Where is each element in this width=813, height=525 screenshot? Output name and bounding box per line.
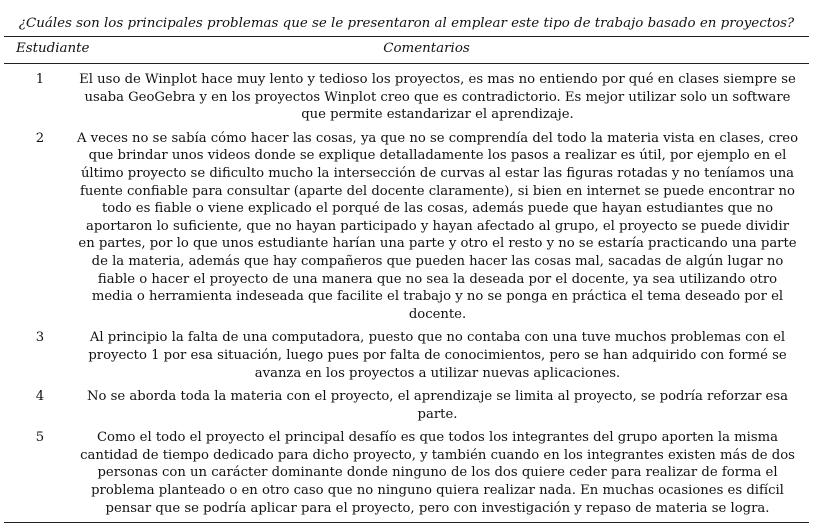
table-row — [4, 71, 809, 124]
student-number: 4 — [35, 389, 45, 405]
student-number: 5 — [35, 430, 45, 446]
table-row — [4, 329, 809, 382]
table-caption: ¿Cuáles son los principales problemas que se le presentaron al emplear este tipo de trabajo basado en proyectos? — [18, 16, 795, 31]
table-row — [4, 388, 809, 423]
student-number: 1 — [35, 72, 45, 87]
bottom-rule — [4, 522, 809, 523]
student-comment: Al principio la falta de una computadora, puesto que no contaba con una tuve muchos problemas con el proyecto 1 por esa situación, luego pues por falta de conocimientos, pero se han adquirido con formé se avanza en los proyectos a utilizar nuevas aplicaciones. — [88, 330, 787, 381]
table-header — [4, 37, 809, 63]
table-row — [4, 130, 809, 324]
student-comment: Como el todo el proyecto el principal desafío es que todos los integrantes del grupo aporten la misma cantidad de tiempo dedicado para dicho proyecto, y también cuando en los integrantes existen más de dos personas con un carácter dominante donde ninguno de los dos quiere ceder para realizar de forma el problema planteado o en otro caso que no ninguno quiera realizar nada. En muchas ocasiones es difícil pensar que se podría aplicar para el proyecto, pero con investigación y repaso de materia se logra. — [80, 430, 795, 516]
student-comment: El uso de Winplot hace muy lento y tedioso los proyectos, es mas no entiendo por qué en clases siempre se usaba GeoGebra y en los proyectos Winplot creo que es contradictorio. Es mejor utilizar solo un software que permite estandarizar el aprendizaje. — [79, 72, 796, 123]
table-body — [4, 64, 809, 517]
student-comment: No se aborda toda la materia con el proyecto, el aprendizaje se limita al proyecto, se podría reforzar esa parte. — [86, 389, 788, 422]
table-row — [4, 429, 809, 517]
header-comments: Comentarios — [383, 41, 470, 56]
student-number: 2 — [35, 130, 45, 146]
student-comment: A veces no se sabía cómo hacer las cosas, ya que no se comprendía del todo la materia vista en clases, creo que brindar unos videos donde se explique detalladamente los pasos a realizar es útil, por ejemplo en el último proyecto se dificulto mucho la intersección de curvas al estar las figuras rotadas y no teníamos una fuente confiable para consultar (aparte del docente claramente), si bien en internet se puede encontrar no todo es fiable o viene explicado el porqué de las cosas, además puede que hayan estudiantes que no aportaron lo suficiente, que no hayan participado y hayan afectado al grupo, el proyecto se puede dividir en partes, por lo que unos estudiante harían una parte y otro el resto y no se estaría practicando una parte de la materia, además que hay compañeros que pueden hacer las cosas mal, sacadas de algún lugar no fiable o hacer el proyecto de una manera que no sea la deseada por el docente, ya sea utilizando otro media o herramienta indeseada que facilite el trabajo y no se ponga en práctica el tema deseado por el docente. — [76, 130, 799, 322]
student-number: 3 — [35, 330, 45, 346]
header-student: Estudiante — [16, 41, 90, 56]
